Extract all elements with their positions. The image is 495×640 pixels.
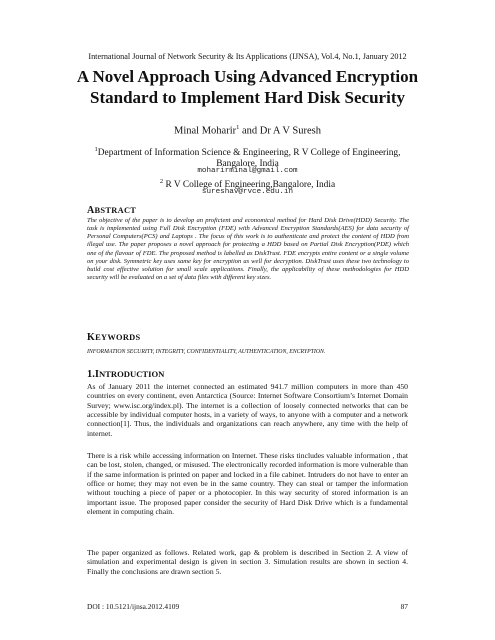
abstract-heading: ABSTRACT (87, 205, 137, 216)
email-1: moharirminal@gmail.com (197, 167, 298, 175)
affiliation-2-superscript: 2 (159, 178, 164, 185)
intro-paragraph-2: There is a risk while accessing information on Internet. These risks tincludes valuable information , that can be lost, stolen, changed, or misused. The electronically recorded information is more vulnerable than if the same information is printed on paper and locked in a file cabinet. Intruders do not have to enter an office or home; they may not even be in the same country. They can steal or tamper the information without touching a piece of paper or a photocopier. In this way security of stored information is an important issue. The proposed paper consider the security of Hard Disk Drive which is a fundamental element in computing chain. (87, 451, 408, 517)
paper-title (40, 66, 455, 108)
doi-footer: DOI : 10.5121/ijnsa.2012.4109 (87, 602, 180, 611)
author-2: and Dr A V Suresh (239, 125, 321, 137)
title-line-1: A Novel Approach Using Advanced Encryption (76, 67, 419, 86)
author-line (0, 124, 495, 137)
page-number: 87 (400, 602, 408, 611)
affiliation-2-line-1: R V College of Engineering,Bangalore, India (163, 180, 336, 191)
intro-paragraph-1: As of January 2011 the internet connected an estimated 941.7 million computers in more than 450 countries on every continent, even Antarctica (Source: Internet Software Consortium’s Internet Domain Survey; www.isc.org/index.pl). The internet is a collection of loosely connected networks that can be accessible by individual computer hosts, in a variety of ways, to anyone with a computer and a network connection[1]. Thus, the individuals and organizations can reach anywhere, any time with the help of internet. (87, 382, 408, 438)
abstract-text: The objective of the paper is to develop an proficient and economical method for Hard Disk Drive(HDD) Security. The task is implemented using Full Disk Encryption (FDE) with Advanced Encryption Standards(AES) for data security of Personal Computers(PCS) and Laptops . The focus of this work is to authenticate and protect the content of HDD from illegal use. The paper proposes a novel approach for protecting a HDD based on Partial Disk Encryption(PDE) which one of the flavour of FDE. The proposed method is labelled as DiskTrust. FDE encrypts entire content or a single volume on your disk. Symmetric key uses same key for encryption as well for decryption. DiskTrust uses these two technology to build cost effective solution for small scale applications. Finally, the applicability of these methodologies for HDD security will be evaluated on a set of data files with different key sizes. (87, 217, 409, 282)
intro-paragraph-3: The paper organized as follows. Related work, gap & problem is described in Section 2. A view of simulation and experimental design is given in section 3. Simulation results are shown in section 4. Finally the conclusions are drawn section 5. (87, 548, 408, 576)
author-1: Minal Moharir (174, 125, 237, 137)
title-line-2: Standard to Implement Hard Disk Security (90, 88, 405, 107)
introduction-heading: 1.INTRODUCTION (87, 369, 165, 380)
journal-header: International Journal of Network Security & Its Applications (IJNSA), Vol.4, No.1, January 2012 (88, 52, 407, 61)
affiliation-1-superscript: 1 (94, 146, 98, 153)
affiliation-1-line-1: Department of Information Science & Engineering, R V College of Engineering, (97, 148, 401, 159)
affiliation-1-line-2: Bangalore, India (216, 159, 279, 170)
keywords-heading: KEYWORDS (87, 332, 141, 343)
email-2: sureshav@rvce.edu.in (201, 188, 294, 196)
keywords-text: INFORMATION SECURITY, INTEGRITY, CONFIDENTIALITY, AUTHENTICATION, ENCRYPTION. (87, 349, 326, 355)
author-1-superscript: 1 (236, 124, 240, 131)
